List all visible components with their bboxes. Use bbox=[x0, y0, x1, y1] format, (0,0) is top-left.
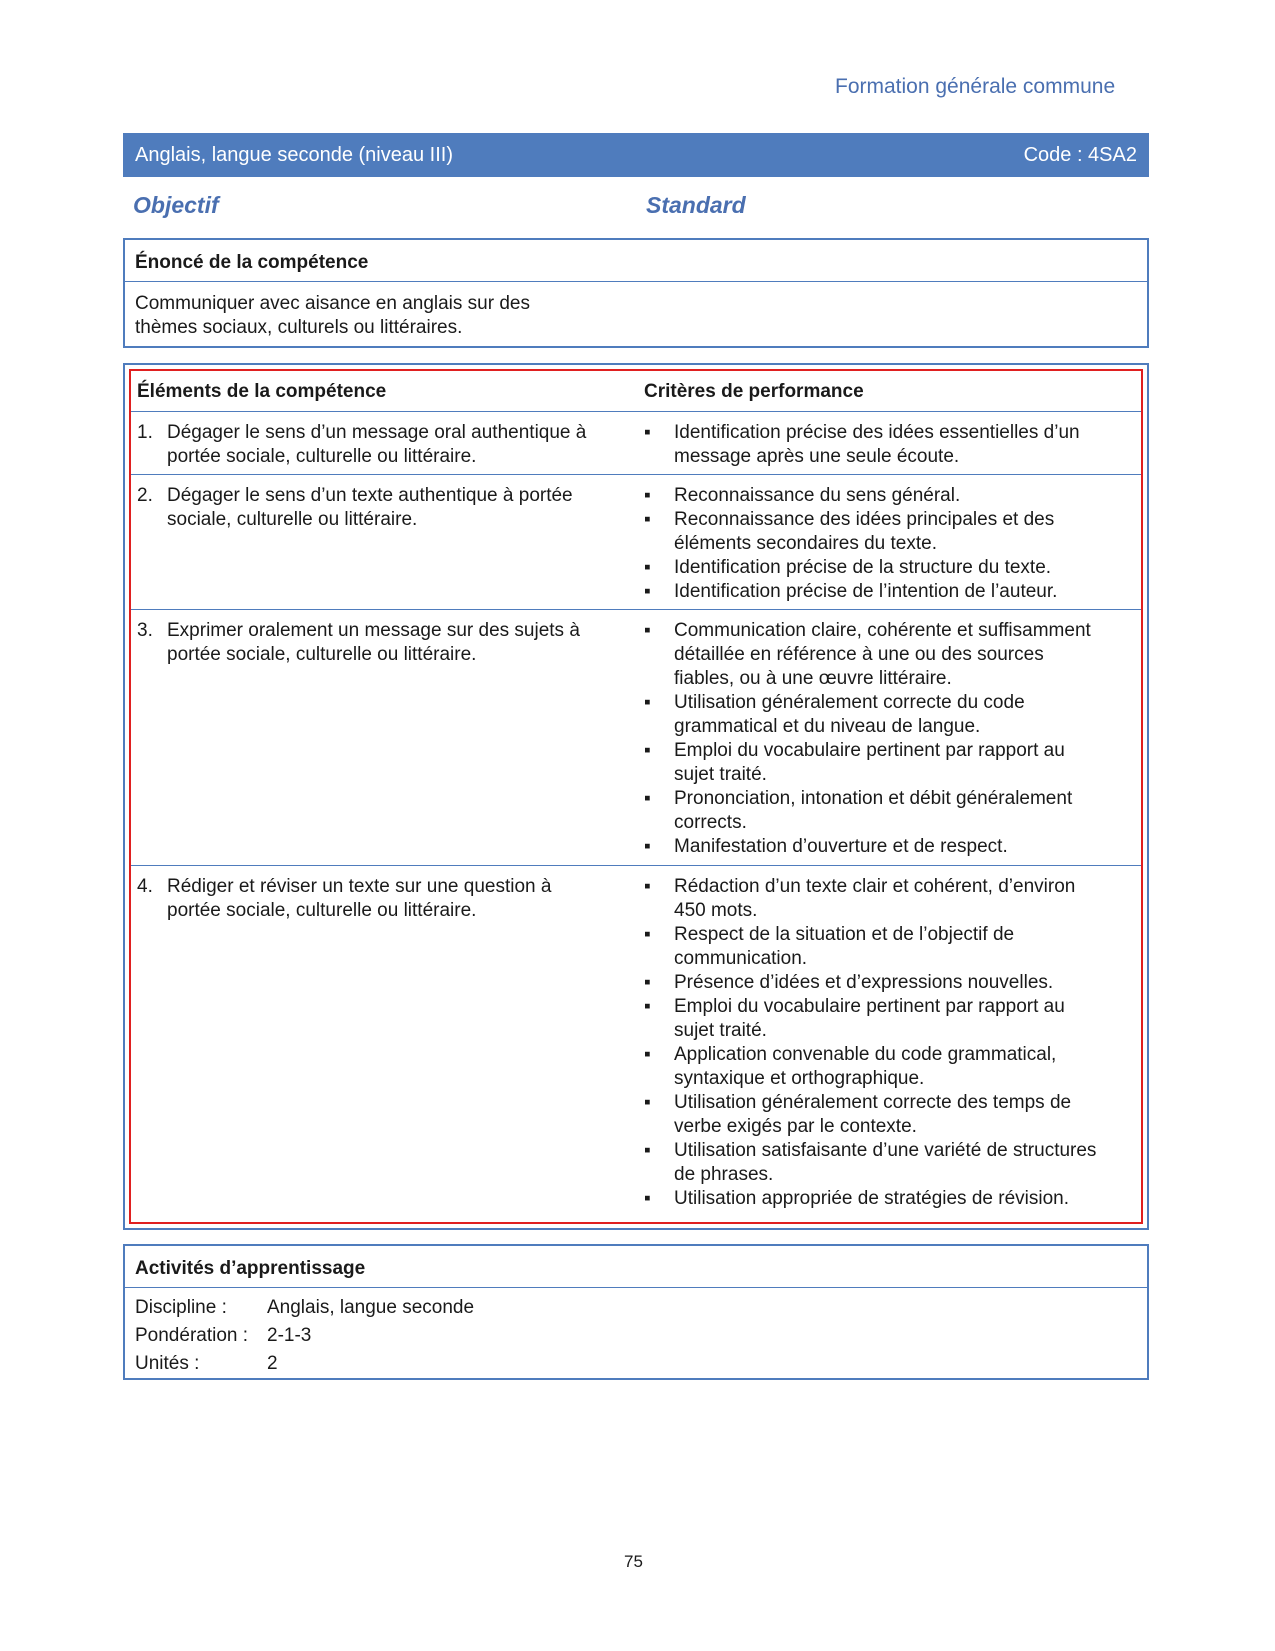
competence-element bbox=[137, 421, 607, 469]
criteria-item bbox=[644, 995, 1104, 1043]
criteria-item bbox=[644, 787, 1104, 835]
element-number: 4. bbox=[137, 876, 153, 897]
criteria-text: Respect de la situation et de l’objectif de communication. bbox=[674, 924, 1015, 969]
criteria-item bbox=[644, 619, 1104, 691]
competence-row bbox=[131, 866, 1141, 1219]
competence-row bbox=[131, 475, 1141, 610]
activites-title: Activités d’apprentissage bbox=[125, 1246, 1147, 1288]
criteria-item bbox=[644, 580, 1104, 604]
criteria-item bbox=[644, 835, 1104, 859]
ponderation-row bbox=[135, 1322, 1137, 1350]
bullet-icon: ▪ bbox=[644, 557, 651, 578]
bullet-icon: ▪ bbox=[644, 581, 651, 602]
course-banner bbox=[123, 133, 1149, 177]
criteria-text: Emploi du vocabulaire pertinent par rapport au sujet traité. bbox=[674, 996, 1065, 1041]
col-criteres-header: Critères de performance bbox=[644, 381, 864, 402]
criteria-text: Communication claire, cohérente et suffisamment détaillée en référence à une ou des sources fiables, ou à une œuvre littéraire. bbox=[674, 620, 1091, 689]
criteria-item bbox=[644, 1043, 1104, 1091]
competence-row bbox=[131, 412, 1141, 475]
criteria-text: Utilisation généralement correcte des temps de verbe exigés par le contexte. bbox=[674, 1092, 1072, 1137]
criteria-item bbox=[644, 421, 1104, 469]
objectif-heading: Objectif bbox=[133, 192, 219, 218]
criteria-text: Utilisation satisfaisante d’une variété de structures de phrases. bbox=[674, 1140, 1097, 1185]
element-number: 2. bbox=[137, 485, 153, 506]
bullet-icon: ▪ bbox=[644, 1140, 651, 1161]
criteria-item bbox=[644, 484, 1104, 508]
bullet-icon: ▪ bbox=[644, 924, 651, 945]
competence-rows bbox=[131, 412, 1141, 1219]
discipline-value: Anglais, langue seconde bbox=[267, 1297, 475, 1318]
criteria-item bbox=[644, 556, 1104, 580]
element-text: Dégager le sens d’un texte authentique à portée sociale, culturelle ou littéraire. bbox=[167, 485, 573, 530]
bullet-icon: ▪ bbox=[644, 876, 651, 897]
bullet-icon: ▪ bbox=[644, 788, 651, 809]
criteria-text: Prononciation, intonation et débit généralement corrects. bbox=[674, 788, 1073, 833]
criteria-text: Rédaction d’un texte clair et cohérent, d’environ 450 mots. bbox=[674, 876, 1076, 921]
bullet-icon: ▪ bbox=[644, 836, 651, 857]
col-elements-header: Éléments de la compétence bbox=[137, 381, 387, 402]
criteria-text: Utilisation appropriée de stratégies de révision. bbox=[674, 1188, 1069, 1209]
criteria-text: Application convenable du code grammatical, syntaxique et orthographique. bbox=[674, 1044, 1057, 1089]
criteria-text: Manifestation d’ouverture et de respect. bbox=[674, 836, 1008, 857]
bullet-icon: ▪ bbox=[644, 1044, 651, 1065]
discipline-label: Discipline : bbox=[135, 1297, 227, 1318]
criteria-item bbox=[644, 691, 1104, 739]
criteria-list bbox=[644, 484, 1104, 604]
page-number: 75 bbox=[624, 1552, 643, 1571]
bullet-icon: ▪ bbox=[644, 972, 651, 993]
ponderation-label: Pondération : bbox=[135, 1325, 249, 1346]
criteria-list bbox=[644, 619, 1104, 859]
standard-heading: Standard bbox=[646, 192, 746, 218]
course-code: Code : 4SA2 bbox=[1023, 144, 1137, 166]
enonce-text: Communiquer avec aisance en anglais sur des thèmes sociaux, culturels ou littéraires. bbox=[135, 293, 530, 338]
section-title: Formation générale commune bbox=[835, 75, 1116, 98]
element-text: Exprimer oralement un message sur des sujets à portée sociale, culturelle ou littéraire. bbox=[167, 620, 580, 665]
unites-value: 2 bbox=[267, 1353, 278, 1374]
bullet-icon: ▪ bbox=[644, 1092, 651, 1113]
criteria-text: Identification précise des idées essentielles d’un message après une seule écoute. bbox=[674, 422, 1080, 467]
criteria-text: Utilisation généralement correcte du code grammatical et du niveau de langue. bbox=[674, 692, 1025, 737]
criteria-item bbox=[644, 508, 1104, 556]
competence-element bbox=[137, 875, 607, 923]
bullet-icon: ▪ bbox=[644, 996, 651, 1017]
competence-table bbox=[123, 363, 1149, 1230]
bullet-icon: ▪ bbox=[644, 1188, 651, 1209]
criteria-item bbox=[644, 1091, 1104, 1139]
competence-row bbox=[131, 610, 1141, 866]
criteria-text: Reconnaissance du sens général. bbox=[674, 485, 961, 506]
competence-table-header bbox=[131, 371, 1141, 412]
criteria-text: Présence d’idées et d’expressions nouvelles. bbox=[674, 972, 1054, 993]
criteria-item bbox=[644, 923, 1104, 971]
element-number: 1. bbox=[137, 422, 153, 443]
element-text: Dégager le sens d’un message oral authentique à portée sociale, culturelle ou littéraire. bbox=[167, 422, 587, 467]
criteria-text: Reconnaissance des idées principales et des éléments secondaires du texte. bbox=[674, 509, 1055, 554]
ponderation-value: 2-1-3 bbox=[267, 1325, 312, 1346]
criteria-item bbox=[644, 971, 1104, 995]
unites-label: Unités : bbox=[135, 1353, 200, 1374]
course-title: Anglais, langue seconde (niveau III) bbox=[135, 144, 453, 166]
competence-element bbox=[137, 484, 607, 532]
bullet-icon: ▪ bbox=[644, 620, 651, 641]
bullet-icon: ▪ bbox=[644, 692, 651, 713]
criteria-text: Emploi du vocabulaire pertinent par rapport au sujet traité. bbox=[674, 740, 1065, 785]
criteria-text: Identification précise de l’intention de l’auteur. bbox=[674, 581, 1058, 602]
enonce-title: Énoncé de la compétence bbox=[125, 240, 1147, 282]
criteria-text: Identification précise de la structure du texte. bbox=[674, 557, 1052, 578]
bullet-icon: ▪ bbox=[644, 485, 651, 506]
bullet-icon: ▪ bbox=[644, 740, 651, 761]
activites-box bbox=[123, 1244, 1149, 1380]
competence-element bbox=[137, 619, 607, 667]
criteria-item bbox=[644, 875, 1104, 923]
criteria-item bbox=[644, 1187, 1104, 1211]
discipline-row bbox=[135, 1294, 1137, 1322]
bullet-icon: ▪ bbox=[644, 422, 651, 443]
element-text: Rédiger et réviser un texte sur une question à portée sociale, culturelle ou littéraire. bbox=[167, 876, 552, 921]
criteria-list bbox=[644, 421, 1104, 469]
bullet-icon: ▪ bbox=[644, 509, 651, 530]
criteria-list bbox=[644, 875, 1104, 1211]
element-number: 3. bbox=[137, 620, 153, 641]
competence-table-inner bbox=[129, 369, 1143, 1224]
criteria-item bbox=[644, 1139, 1104, 1187]
enonce-box bbox=[123, 238, 1149, 348]
criteria-item bbox=[644, 739, 1104, 787]
unites-row bbox=[135, 1350, 1137, 1378]
